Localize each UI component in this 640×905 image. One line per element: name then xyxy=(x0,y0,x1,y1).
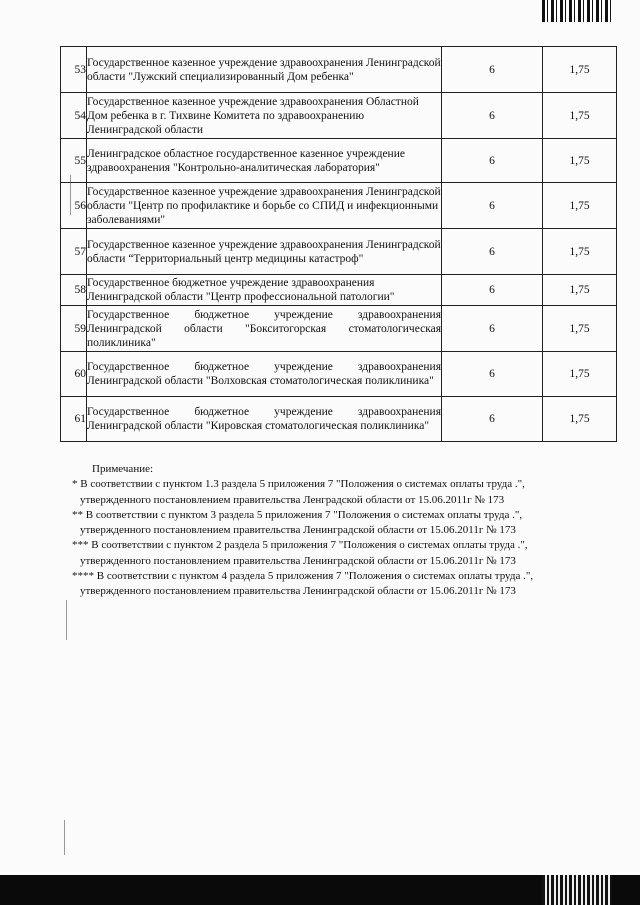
table-row xyxy=(61,352,617,397)
row-number: 57 xyxy=(61,229,87,275)
scan-artifact-line xyxy=(66,600,67,640)
position-count: 6 xyxy=(442,397,543,442)
notes-section xyxy=(72,462,592,600)
note-line: ** В соответствии с пунктом 3 раздела 5 приложения 7 "Положения о системах оплаты труда .", xyxy=(72,508,523,521)
scan-artifact-line xyxy=(64,820,65,855)
institution-name: Государственное бюджетное учреждение здравоохранения Ленинградской области "Волховская стоматологическая поликлиника" xyxy=(87,352,442,397)
table-row xyxy=(61,306,617,352)
table-row xyxy=(61,229,617,275)
notes-title: Примечание: xyxy=(92,463,154,475)
row-number: 56 xyxy=(61,183,87,229)
table-row xyxy=(61,275,617,306)
coefficient-value: 1,75 xyxy=(543,183,617,229)
coefficient-value: 1,75 xyxy=(543,139,617,183)
coefficient-value: 1,75 xyxy=(543,306,617,352)
notes-list xyxy=(72,477,592,599)
coefficient-value: 1,75 xyxy=(543,47,617,93)
barcode-mark xyxy=(542,875,612,905)
row-number: 60 xyxy=(61,352,87,397)
coefficient-value: 1,75 xyxy=(543,275,617,306)
institution-name: Государственное бюджетное учреждение здравоохранения Ленинградской области "Бокситогорская стоматологическая поликлиника" xyxy=(87,306,442,352)
note-continuation: утвержденного постановлением правительства Ленинградской области от 15.06.2011г № 173 xyxy=(80,554,516,567)
institution-name: Государственное казенное учреждение здравоохранения Ленинградской области "Лужский специализированный Дом ребенка" xyxy=(87,47,442,93)
position-count: 6 xyxy=(442,352,543,397)
coefficient-value: 1,75 xyxy=(543,352,617,397)
note-line: *** В соответствии с пунктом 2 раздела 5 приложения 7 "Положения о системах оплаты труда .", xyxy=(72,539,528,552)
position-count: 6 xyxy=(442,47,543,93)
note-continuation: утвержденного постановлением правительства Ленградской области от 15.06.2011г № 173 xyxy=(80,493,505,506)
row-number: 61 xyxy=(61,397,87,442)
position-count: 6 xyxy=(442,93,543,139)
position-count: 6 xyxy=(442,139,543,183)
institution-name: Государственное бюджетное учреждение здравоохранения Ленинградской области "Кировская стоматологическая поликлиника" xyxy=(87,397,442,442)
note-line: **** В соответствии с пунктом 4 раздела 5 приложения 7 "Положения о системах оплаты труда .", xyxy=(72,570,534,583)
position-count: 6 xyxy=(442,183,543,229)
note-continuation: утвержденного постановлением правительства Ленинградской области от 15.06.2011г № 173 xyxy=(80,585,516,598)
note-continuation: утвержденного постановлением правительства Ленинградской области от 15.06.2011г № 173 xyxy=(80,524,516,537)
institutions-table-body xyxy=(61,47,617,442)
row-number: 58 xyxy=(61,275,87,306)
institution-name: Государственное казенное учреждение здравоохранения Ленинградской области "Центр по профилактике и борьбе со СПИД и инфекционными заболеваниями" xyxy=(87,183,442,229)
institutions-table xyxy=(60,46,617,442)
table-row xyxy=(61,397,617,442)
coefficient-value: 1,75 xyxy=(543,93,617,139)
coefficient-value: 1,75 xyxy=(543,229,617,275)
table-row xyxy=(61,47,617,93)
scan-top-edge xyxy=(0,0,640,22)
table-row xyxy=(61,183,617,229)
note-line: * В соответствии с пунктом 1.3 раздела 5 приложения 7 "Положения о системах оплаты труда .", xyxy=(72,478,525,491)
institution-name: Государственное бюджетное учреждение здравоохранения Ленинградской области "Центр профессиональной патологии" xyxy=(87,275,442,306)
institution-name: Государственное казенное учреждение здравоохранения Ленинградской области “Территориальный центр медицины катастроф" xyxy=(87,229,442,275)
table-row xyxy=(61,139,617,183)
table-row xyxy=(61,93,617,139)
institution-name: Ленинградское областное государственное казенное учреждение здравоохранения "Контрольно-аналитическая лаборатория" xyxy=(87,139,442,183)
scan-bottom-edge xyxy=(0,875,640,905)
position-count: 6 xyxy=(442,306,543,352)
position-count: 6 xyxy=(442,275,543,306)
row-number: 54 xyxy=(61,93,87,139)
row-number: 53 xyxy=(61,47,87,93)
row-number: 59 xyxy=(61,306,87,352)
barcode-mark xyxy=(542,0,612,22)
institution-name: Государственное казенное учреждение здравоохранения Областной Дом ребенка в г. Тихвине Комитета по здравоохранению Ленинградской области xyxy=(87,93,442,139)
coefficient-value: 1,75 xyxy=(543,397,617,442)
row-number: 55 xyxy=(61,139,87,183)
position-count: 6 xyxy=(442,229,543,275)
